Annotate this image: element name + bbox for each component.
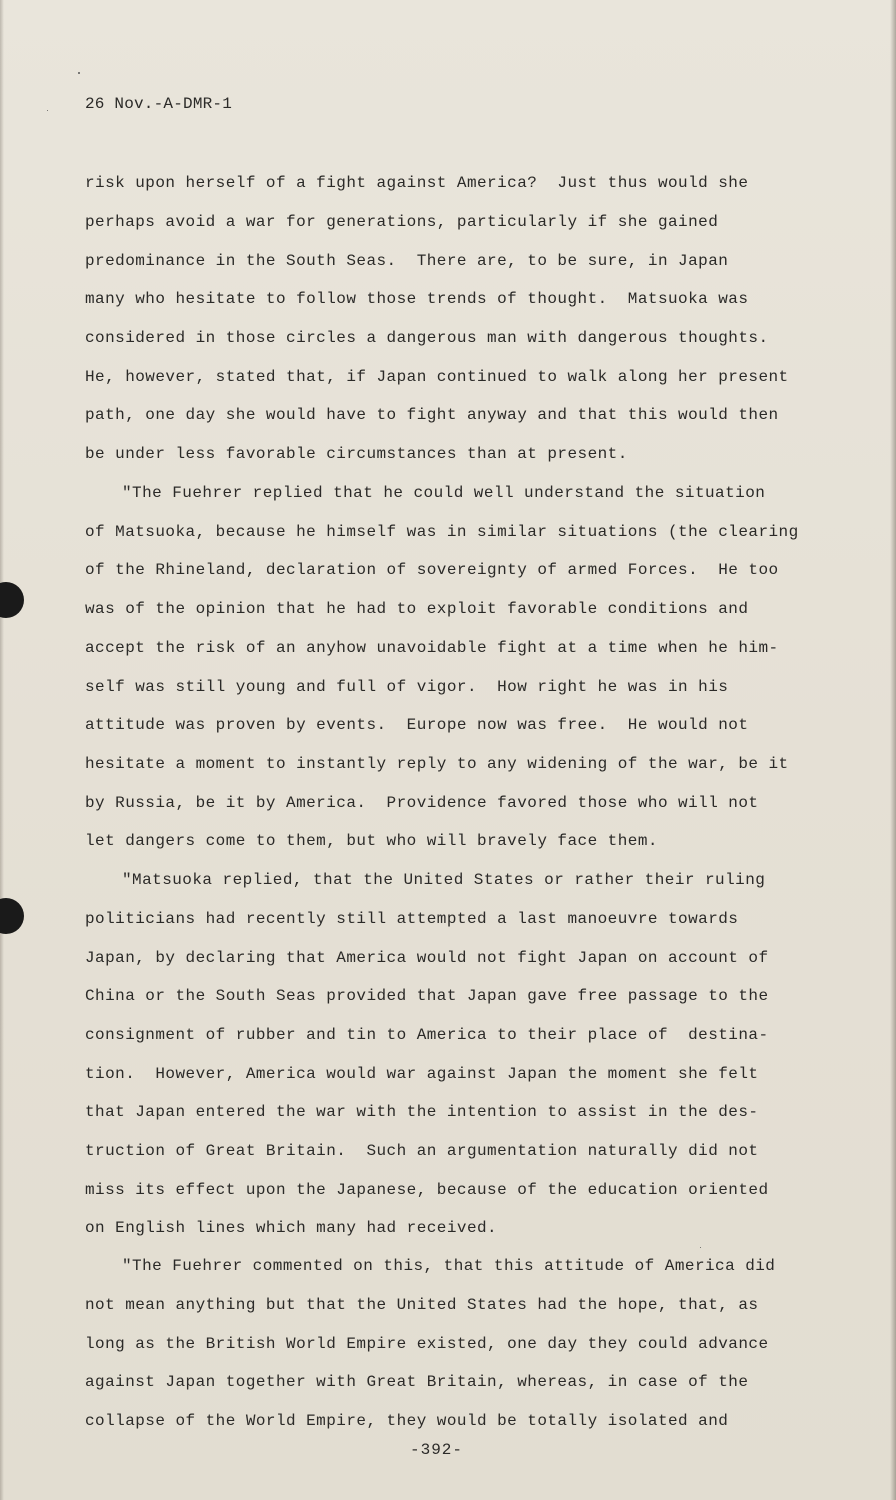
text-line: not mean anything but that the United States had the hope, that, as — [85, 1296, 759, 1314]
text-line: path, one day she would have to fight anyway and that this would then — [85, 406, 779, 424]
document-header: 26 Nov.-A-DMR-1 — [85, 95, 233, 113]
text-line: of the Rhineland, declaration of sovereignty of armed Forces. He too — [85, 561, 779, 579]
text-line: consignment of rubber and tin to America to their place of destina- — [85, 1026, 769, 1044]
text-line: "Matsuoka replied, that the United States or rather their ruling — [122, 871, 766, 889]
text-line: by Russia, be it by America. Providence favored those who will not — [85, 794, 759, 812]
text-line: collapse of the World Empire, they would be totally isolated and — [85, 1412, 729, 1430]
text-line: attitude was proven by events. Europe now was free. He would not — [85, 716, 749, 734]
text-line: of Matsuoka, because he himself was in similar situations (the clearing — [85, 523, 799, 541]
text-line: miss its effect upon the Japanese, because of the education oriented — [85, 1181, 769, 1199]
text-line: China or the South Seas provided that Japan gave free passage to the — [85, 987, 769, 1005]
text-line: "The Fuehrer replied that he could well understand the situation — [122, 484, 766, 502]
text-line: be under less favorable circumstances than at present. — [85, 445, 628, 463]
text-line: perhaps avoid a war for generations, particularly if she gained — [85, 213, 719, 231]
text-line: Japan, by declaring that America would not fight Japan on account of — [85, 949, 769, 967]
text-line: accept the risk of an anyhow unavoidable fight at a time when he him- — [85, 639, 779, 657]
page-number: -392- — [410, 1441, 464, 1459]
text-line: self was still young and full of vigor. How right he was in his — [85, 678, 729, 696]
text-line: many who hesitate to follow those trends of thought. Matsuoka was — [85, 290, 749, 308]
text-line: that Japan entered the war with the intention to assist in the des- — [85, 1103, 759, 1121]
text-line: "The Fuehrer commented on this, that this attitude of America did — [122, 1257, 776, 1275]
text-line: He, however, stated that, if Japan continued to walk along her present — [85, 368, 789, 386]
text-line: against Japan together with Great Britain, whereas, in case of the — [85, 1373, 749, 1391]
text-line: politicians had recently still attempted a last manoeuvre towards — [85, 910, 739, 928]
text-line: tion. However, America would war against Japan the moment she felt — [85, 1065, 759, 1083]
text-line: on English lines which many had received. — [85, 1219, 498, 1237]
text-line: long as the British World Empire existed, one day they could advance — [85, 1335, 769, 1353]
text-line: considered in those circles a dangerous man with dangerous thoughts. — [85, 329, 769, 347]
text-line: hesitate a moment to instantly reply to any widening of the war, be it — [85, 755, 789, 773]
text-line: truction of Great Britain. Such an argumentation naturally did not — [85, 1142, 759, 1160]
text-line: was of the opinion that he had to exploit favorable conditions and — [85, 600, 749, 618]
text-line: predominance in the South Seas. There are, to be sure, in Japan — [85, 252, 729, 270]
text-line: risk upon herself of a fight against America? Just thus would she — [85, 174, 749, 192]
text-line: let dangers come to them, but who will bravely face them. — [85, 832, 658, 850]
